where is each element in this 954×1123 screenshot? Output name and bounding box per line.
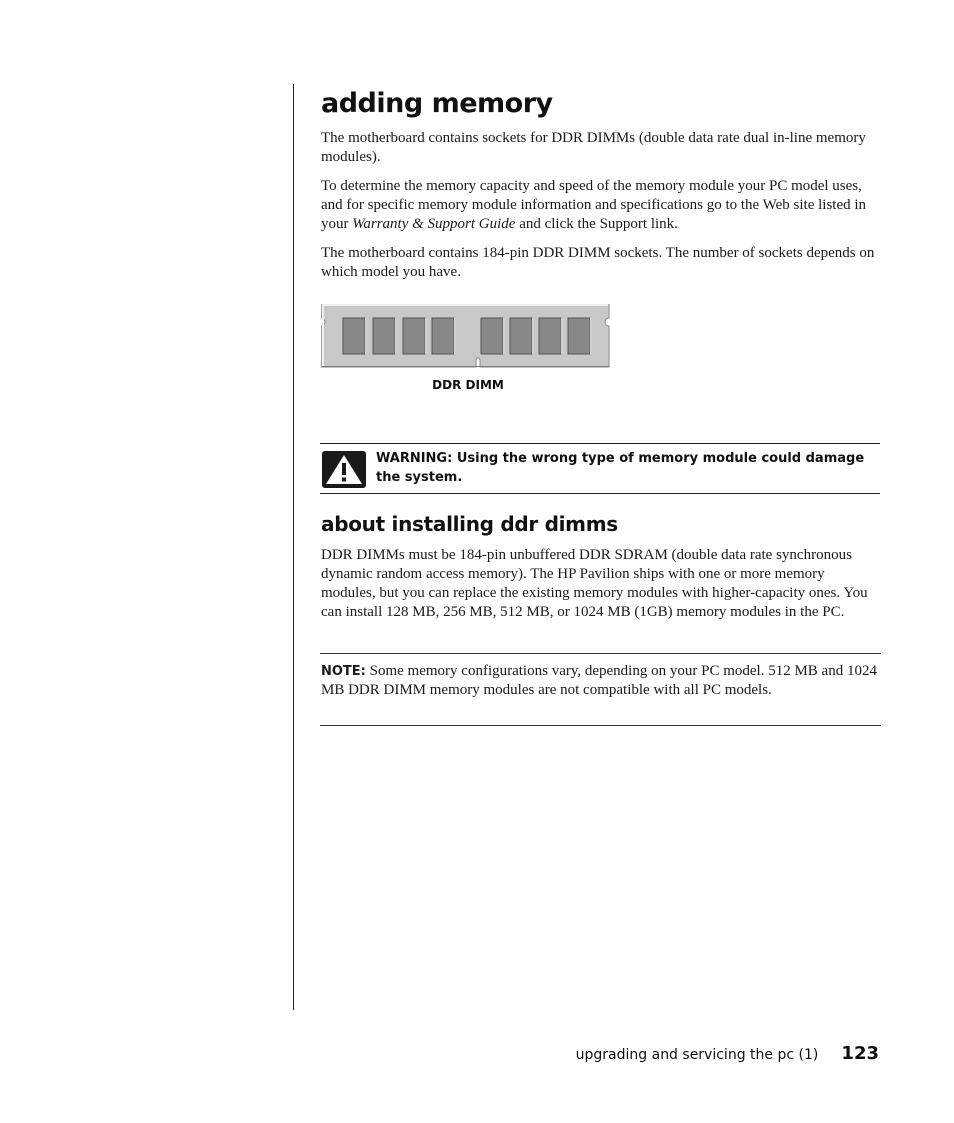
main-content [321,88,881,392]
warning-box [320,443,880,494]
intro-paragraph-2-start: To determine the memory capacity and speed of the memory module your PC model uses, and for specific memory module information and specifications go to the Web site listed in your [321,178,867,232]
page-title: adding memory [321,88,553,119]
figure-caption: DDR DIMM [432,378,504,392]
section-paragraph: DDR DIMMs must be 184-pin unbuffered DDR SDRAM (double data rate synchronous dynamic random access memory). The HP Pavilion ships with one or more memory modules, but you can replace the existing memory modules with higher-capacity ones. You can install 128 MB, 256 MB, 512 MB, or 1024 MB (1GB) memory modules in the PC. [321,547,868,620]
note-label: NOTE: [321,664,366,679]
section-heading: about installing ddr dimms [321,512,618,536]
note-box [320,653,881,726]
intro-paragraph-2-end: and click the Support link. [515,216,678,232]
note-text [321,662,877,700]
ddr-dimm-illustration [321,304,611,368]
footer-chapter-title: upgrading and servicing the pc (1) [575,1047,819,1063]
intro-paragraph-1: The motherboard contains sockets for DDR DIMMs (double data rate dual in-line memory modules). [321,130,866,165]
note-body: Some memory configurations vary, depending on your PC model. 512 MB and 1024 MB DDR DIMM memory modules are not compatible with all PC models. [321,663,877,698]
page-footer [576,1043,879,1064]
installing-section [321,512,881,632]
guide-title: Warranty & Support Guide [352,216,516,232]
intro-paragraph-2 [321,177,881,234]
page-number: 123 [841,1043,879,1064]
warning-text: WARNING: Using the wrong type of memory module could damage the system. [376,451,865,485]
ddr-dimm-figure [321,304,611,392]
warning-triangle-icon [322,451,366,488]
margin-rule [293,84,294,1010]
intro-paragraph-3: The motherboard contains 184-pin DDR DIMM sockets. The number of sockets depends on which model you have. [321,245,875,280]
